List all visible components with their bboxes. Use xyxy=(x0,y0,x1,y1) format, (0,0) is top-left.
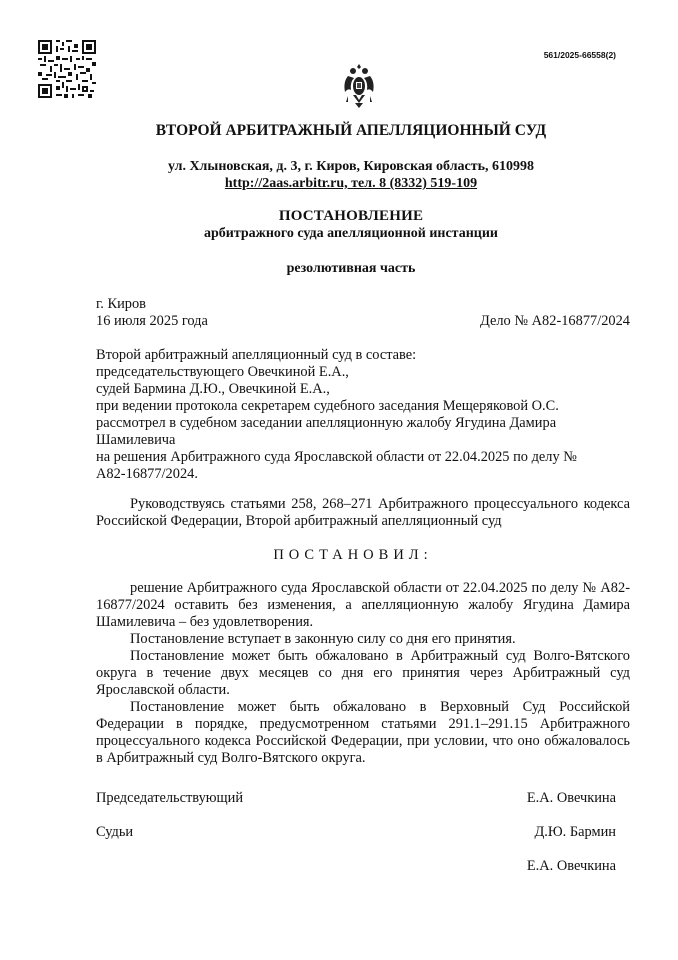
court-address: ул. Хлыновская, д. 3, г. Киров, Кировская область, 610998 xyxy=(167,159,535,174)
document-part: резолютивная часть xyxy=(286,261,416,276)
court-contacts-link[interactable]: http://2aas.arbitr.ru, тел. 8 (8332) 519-109 xyxy=(224,176,478,191)
court-composition xyxy=(96,347,636,483)
composition-line: председательствующего Овечкиной Е.А., xyxy=(96,364,349,380)
composition-line: на решения Арбитражного суда Ярославской области от 22.04.2025 по делу № xyxy=(96,449,577,465)
composition-line: рассмотрел в судебном заседании апелляционную жалобу Ягудина Дамира xyxy=(96,415,557,431)
document-number: 561/2025-66558(2) xyxy=(543,50,616,60)
resolved-heading: ПОСТАНОВИЛ: xyxy=(273,547,433,563)
signature-name: Е.А. Овечкина xyxy=(526,790,616,806)
decision-paragraph: Постановление может быть обжаловано в Верховный Суд Российской Федерации в порядке, предусмотренном статьями 291.1–291.15 Арбитражного процессуального кодекса Российской Федерации, при условии, что оно обжаловалось в Арбитражный суд Волго-Вятского округа. xyxy=(96,699,630,766)
decision-paragraph: решение Арбитражного суда Ярославской области от 22.04.2025 по делу № А82-16877/2024 оставить без изменения, а апелляционную жалобу Ягудина Дамира Шамилевича – без удовлетворения. xyxy=(96,580,630,630)
city: г. Киров xyxy=(96,296,146,312)
decision-paragraph: Постановление вступает в законную силу со дня его принятия. xyxy=(130,631,516,647)
qr-code-icon xyxy=(38,40,96,98)
coat-of-arms-icon xyxy=(342,62,376,110)
signature-name: Д.Ю. Бармин xyxy=(534,824,616,840)
signature-role: Судьи xyxy=(96,824,134,840)
composition-line: судей Бармина Д.Ю., Овечкиной Е.А., xyxy=(96,381,330,397)
composition-line: А82-16877/2024. xyxy=(96,466,198,482)
document-subtitle: арбитражного суда апелляционной инстанции xyxy=(203,226,498,241)
decision-date: 16 июля 2025 года xyxy=(96,313,208,329)
signature-role: Председательствующий xyxy=(96,790,244,806)
guided-by-paragraph: Руководствуясь статьями 258, 268–271 Арбитражного процессуального кодекса Российской Федерации, Второй арбитражный апелляционный суд xyxy=(96,496,630,529)
case-number: Дело № А82-16877/2024 xyxy=(479,313,630,329)
decision-section xyxy=(96,580,630,767)
court-name: ВТОРОЙ АРБИТРАЖНЫЙ АПЕЛЛЯЦИОННЫЙ СУД xyxy=(155,122,547,139)
decision-paragraph: Постановление может быть обжаловано в Арбитражный суд Волго-Вятского округа в течение двух месяцев со дня его принятия через Арбитражный суд Ярославской области. xyxy=(96,648,630,698)
composition-line: Шамилевича xyxy=(96,432,176,448)
composition-line: при ведении протокола секретарем судебного заседания Мещеряковой О.С. xyxy=(96,398,559,414)
composition-line: Второй арбитражный апелляционный суд в составе: xyxy=(96,347,417,363)
document-type: ПОСТАНОВЛЕНИЕ xyxy=(278,208,424,224)
signature-name: Е.А. Овечкина xyxy=(526,858,616,874)
